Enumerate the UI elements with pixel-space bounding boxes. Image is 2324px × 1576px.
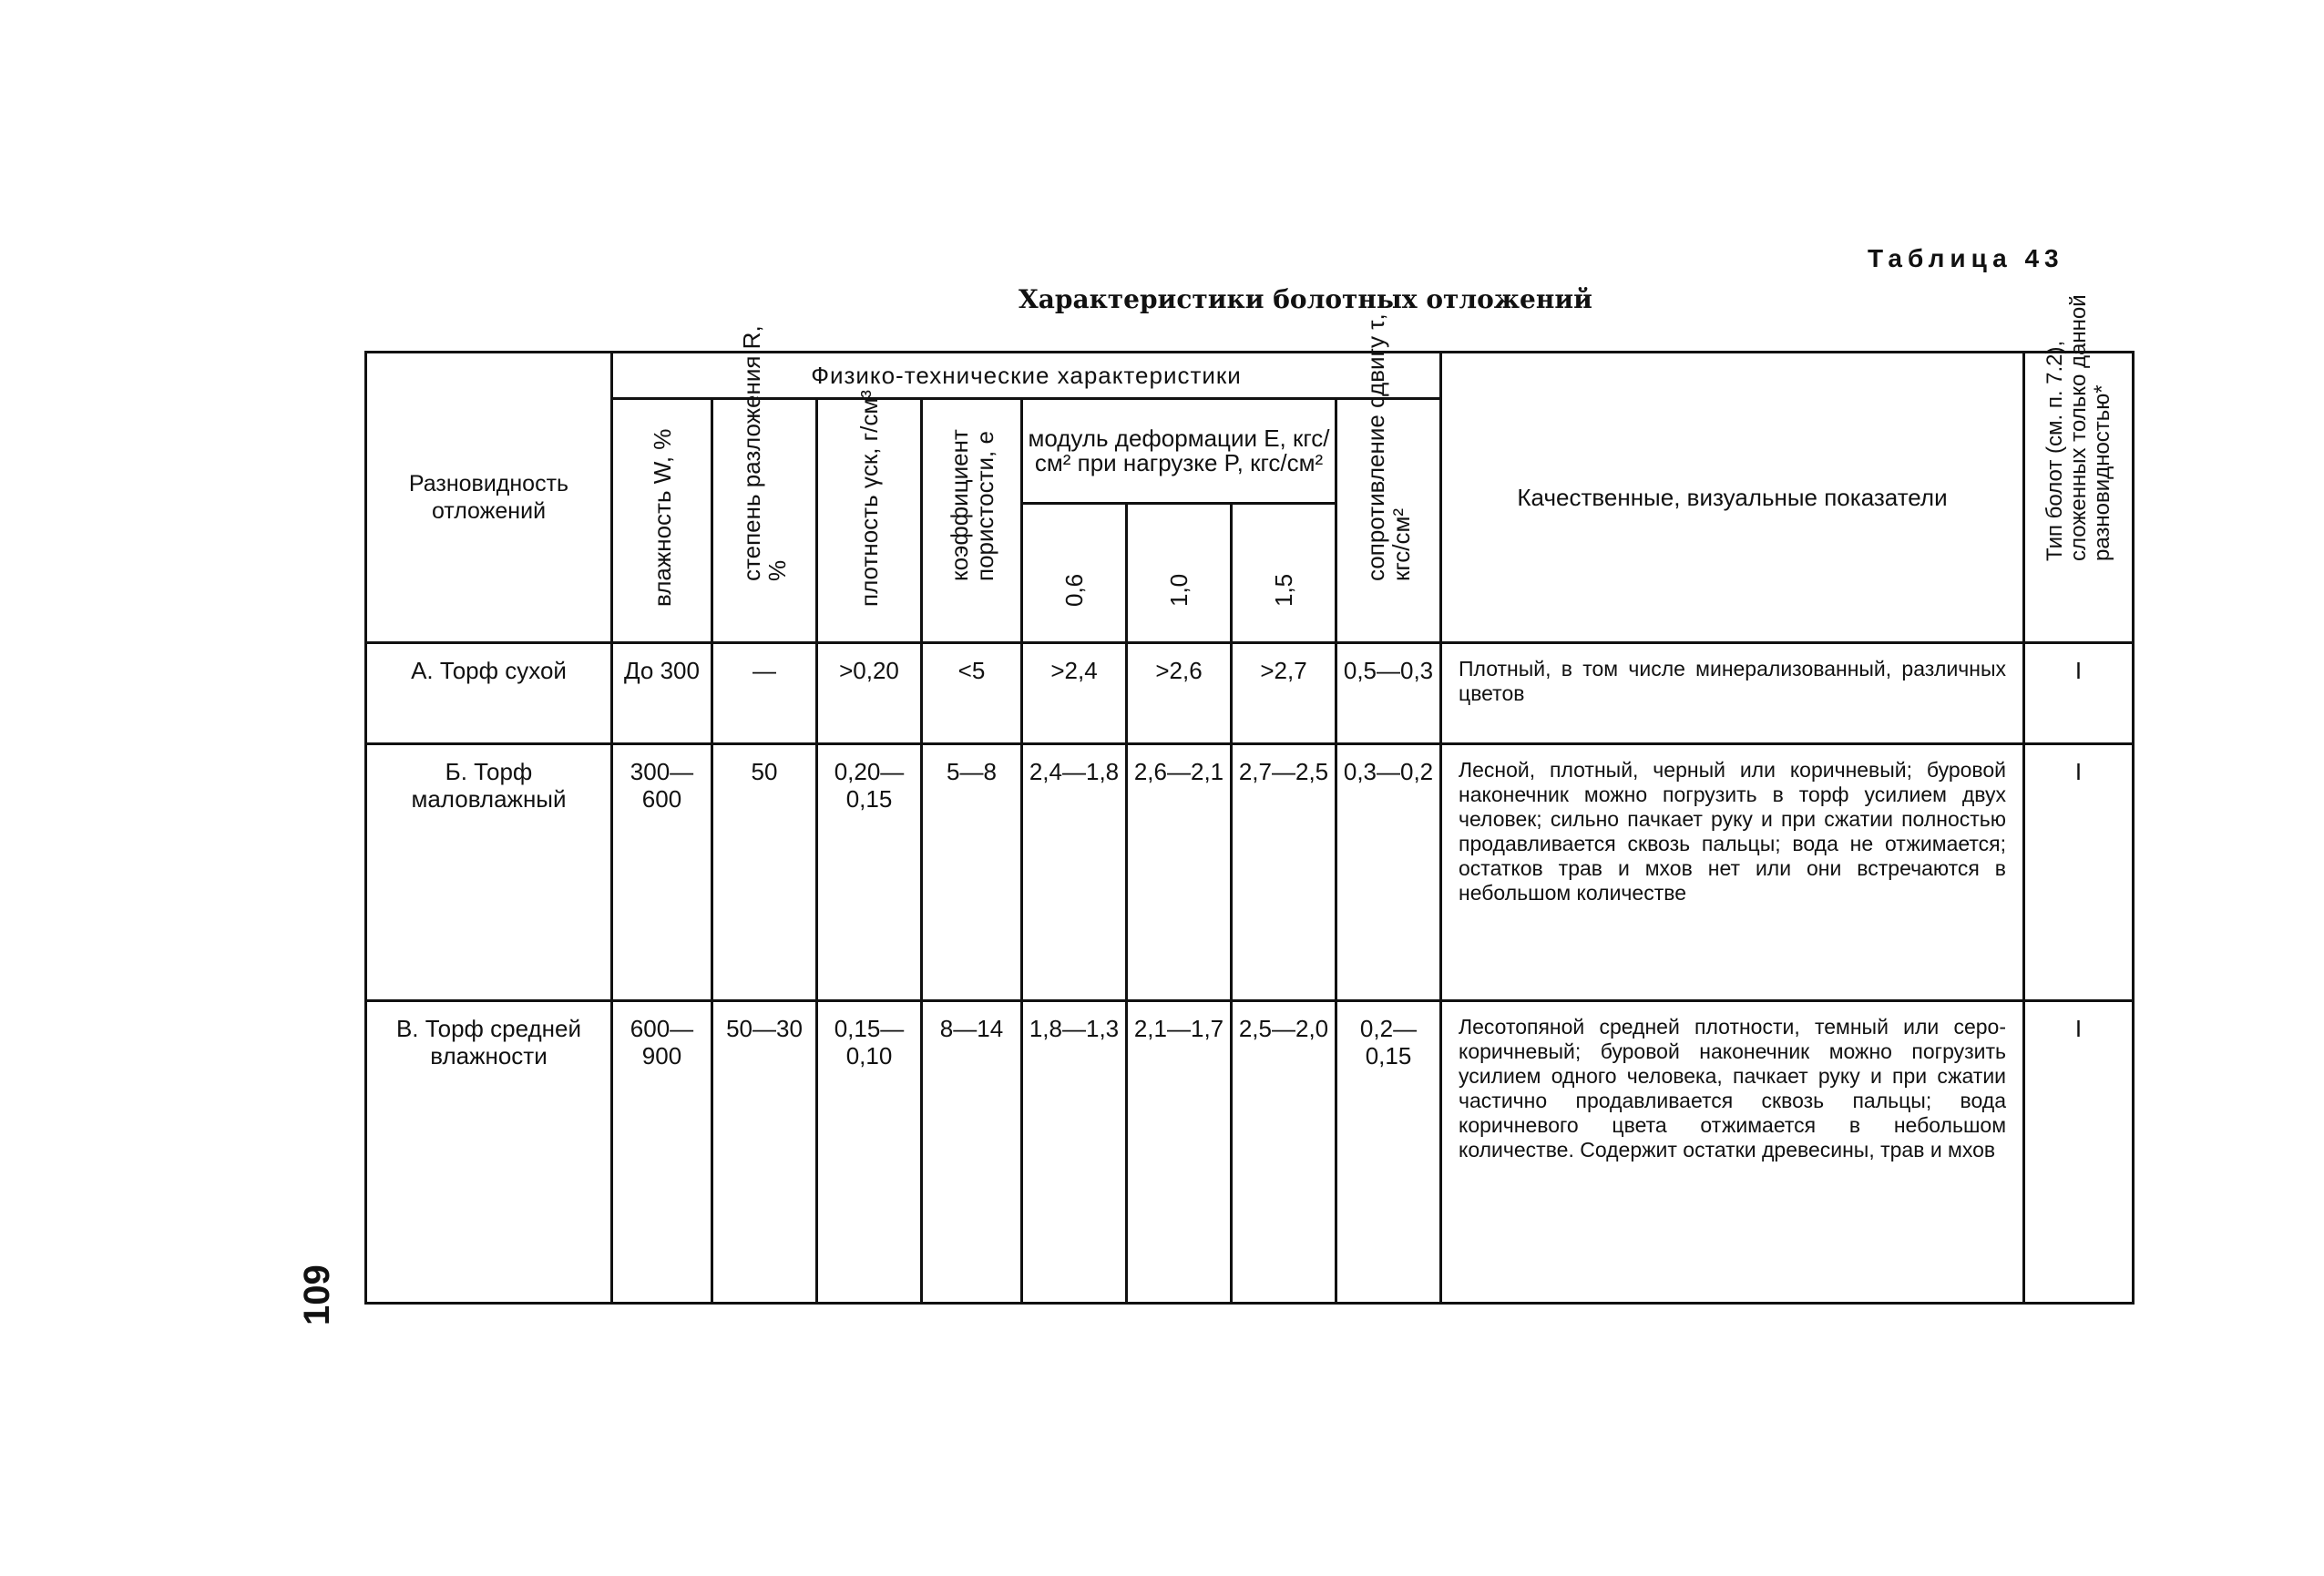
cell-decomposition: 50—30 (712, 1000, 817, 1303)
table-title: Характеристики болотных отложений (1019, 284, 1592, 314)
cell-moisture: До 300 (612, 643, 712, 744)
header-porosity: коэффициент пористости, e (922, 399, 1022, 643)
cell-description: Лесной, плотный, черный или коричневый; буровой наконечник можно погрузить в торф усилием двух человек; сильно пачкает руку и при сжатии полностью продавливается сквозь пальцы; вода не отжимается; остатков трав и мхов нет или они встречаются в небольшом количестве (1441, 743, 2024, 1000)
table-row (366, 743, 2134, 1000)
row-variety: Б. Торф маловлажный (366, 743, 612, 1000)
cell-bog-type: I (2024, 743, 2134, 1000)
page-number: 109 (297, 1264, 337, 1325)
cell-description: Плотный, в том числе минерализованный, различных цветов (1441, 643, 2024, 744)
cell-e-1-0: 2,6—2,1 (1127, 743, 1232, 1000)
cell-shear: 0,5—0,3 (1336, 643, 1441, 744)
cell-porosity: <5 (922, 643, 1022, 744)
cell-moisture: 300—600 (612, 743, 712, 1000)
row-variety: А. Торф сухой (366, 643, 612, 744)
cell-e-1-0: >2,6 (1127, 643, 1232, 744)
header-physical-group: Физико-технические характеристики (612, 353, 1441, 399)
header-load-1-0: 1,0 (1127, 504, 1232, 643)
header-deformation: модуль деформации E, кгс/см² при нагрузке P, кгс/см² (1022, 399, 1336, 504)
cell-decomposition: 50 (712, 743, 817, 1000)
cell-e-1-5: >2,7 (1232, 643, 1336, 744)
row-variety: В. Торф средней влажности (366, 1000, 612, 1303)
header-load-1-5: 1,5 (1232, 504, 1336, 643)
cell-e-1-5: 2,5—2,0 (1232, 1000, 1336, 1303)
cell-e-0-6: 1,8—1,3 (1022, 1000, 1127, 1303)
cell-shear: 0,3—0,2 (1336, 743, 1441, 1000)
header-density: плотность γск, г/см³ (817, 399, 922, 643)
cell-decomposition: — (712, 643, 817, 744)
header-shear: сопротивление сдвигу τ, кгс/см² (1336, 399, 1441, 643)
cell-e-1-5: 2,7—2,5 (1232, 743, 1336, 1000)
header-variety: Разновидность отложений (366, 353, 612, 643)
cell-shear: 0,2—0,15 (1336, 1000, 1441, 1303)
cell-e-0-6: >2,4 (1022, 643, 1127, 744)
table-row (366, 1000, 2134, 1303)
header-moisture: влажность W, % (612, 399, 712, 643)
cell-moisture: 600—900 (612, 1000, 712, 1303)
header-decomposition: степень разложения R, % (712, 399, 817, 643)
cell-e-1-0: 2,1—1,7 (1127, 1000, 1232, 1303)
cell-density: >0,20 (817, 643, 922, 744)
table-number: Таблица 43 (1868, 244, 2064, 272)
cell-density: 0,20—0,15 (817, 743, 922, 1000)
cell-density: 0,15—0,10 (817, 1000, 922, 1303)
header-bog-type: Тип болот (см. п. 7.2), сложенных только данной разновидностью* (2024, 353, 2134, 643)
cell-porosity: 8—14 (922, 1000, 1022, 1303)
header-qualitative: Качественные, визуальные показатели (1441, 353, 2024, 643)
table-row (366, 643, 2134, 744)
cell-description: Лесотопяной средней плотности, темный или серо-коричневый; буровой наконечник можно погрузить усилием одного человека, пачкает руку и при сжатии частично продавливается сквозь пальцы; вода коричневого цвета отжимается в небольшом количестве. Содержит остатки древесины, трав и мхов (1441, 1000, 2024, 1303)
cell-porosity: 5—8 (922, 743, 1022, 1000)
cell-bog-type: I (2024, 1000, 2134, 1303)
cell-e-0-6: 2,4—1,8 (1022, 743, 1127, 1000)
cell-bog-type: I (2024, 643, 2134, 744)
header-load-0-6: 0,6 (1022, 504, 1127, 643)
